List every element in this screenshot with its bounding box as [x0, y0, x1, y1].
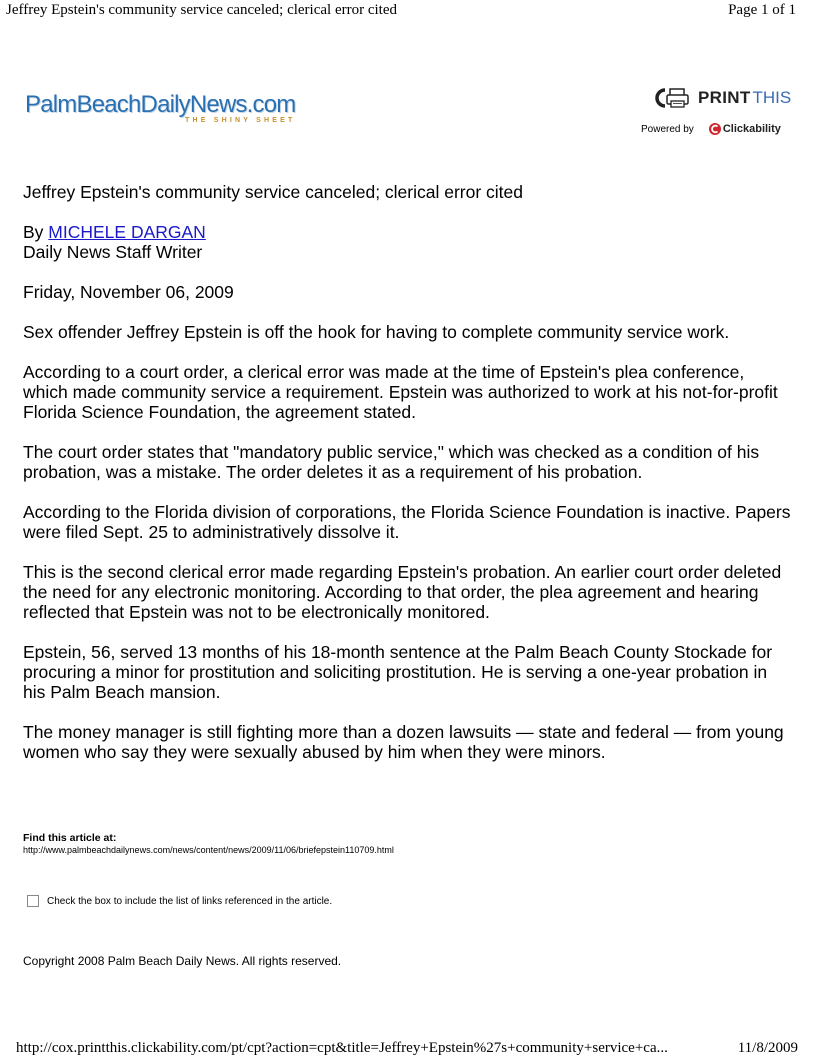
- byline-prefix: By: [23, 222, 49, 242]
- article-url: http://www.palmbeachdailynews.com/news/content/news/2009/11/06/briefepstein110709.html: [23, 845, 394, 855]
- print-this-print-text: PRINT: [698, 88, 751, 107]
- print-header-title: Jeffrey Epstein's community service canceled; clerical error cited: [6, 2, 397, 18]
- print-footer-url: http://cox.printthis.clickability.com/pt/cpt?action=cpt&title=Jeffrey+Epstein%27s+community+service+ca...: [16, 1040, 668, 1056]
- find-article-label: Find this article at:: [23, 832, 117, 844]
- print-footer-date: 11/8/2009: [737, 1040, 798, 1056]
- site-logo[interactable]: [25, 92, 296, 124]
- clickability-brand-text: Clickability: [722, 123, 781, 135]
- article-date: Friday, November 06, 2009: [23, 282, 234, 302]
- article-paragraph: The court order states that "mandatory public service," which was checked as a condition of his probation, was a mistake. The order deletes it as a requirement of his probation.: [23, 442, 760, 482]
- powered-by-label: Powered by: [641, 123, 694, 135]
- article-paragraph: The money manager is still fighting more than a dozen lawsuits — state and federal — from young women who say they were sexually abused by him when they were minors.: [23, 722, 784, 762]
- clickability-logo-icon: [708, 122, 722, 136]
- find-article-section: [23, 832, 394, 855]
- include-links-checkbox[interactable]: [27, 895, 39, 907]
- print-this-logo[interactable]: [654, 86, 791, 110]
- print-this-this-text: THIS: [752, 88, 792, 107]
- byline: [23, 222, 793, 262]
- printer-icon: [654, 86, 696, 110]
- article-paragraph: Sex offender Jeffrey Epstein is off the hook for having to complete community service work.: [23, 322, 730, 342]
- print-header-page-number: Page 1 of 1: [728, 2, 796, 18]
- logo-tagline: THE SHINY SHEET: [185, 117, 296, 124]
- include-links-label: Check the box to include the list of links referenced in the article.: [47, 895, 333, 907]
- article-paragraph: According to the Florida division of corporations, the Florida Science Foundation is inactive. Papers were filed Sept. 25 to administratively dissolve it.: [23, 502, 791, 542]
- article-body: [23, 182, 793, 782]
- copyright-notice: Copyright 2008 Palm Beach Daily News. All rights reserved.: [23, 954, 342, 968]
- article-paragraph: Epstein, 56, served 13 months of his 18-month sentence at the Palm Beach County Stockade for procuring a minor for prostitution and soliciting prostitution. He is serving a one-year probation in his Palm Beach mansion.: [23, 642, 773, 702]
- article-headline: Jeffrey Epstein's community service canceled; clerical error cited: [23, 182, 524, 202]
- article-paragraph: According to a court order, a clerical error was made at the time of Epstein's plea conference, which made community service a requirement. Epstein was authorized to work at his not-for-profit Florida Science Foundation, the agreement stated.: [23, 362, 778, 422]
- powered-by: [641, 122, 781, 136]
- author-role: Daily News Staff Writer: [23, 242, 203, 262]
- include-links-row: [27, 895, 332, 907]
- article-paragraph: This is the second clerical error made regarding Epstein's probation. An earlier court order deleted the need for any electronic monitoring. According to that order, the plea agreement and hearing reflected that Epstein was not to be electronically monitored.: [23, 562, 782, 622]
- logo-name: PalmBeachDailyNews.com: [25, 91, 296, 118]
- author-link[interactable]: MICHELE DARGAN: [48, 222, 206, 242]
